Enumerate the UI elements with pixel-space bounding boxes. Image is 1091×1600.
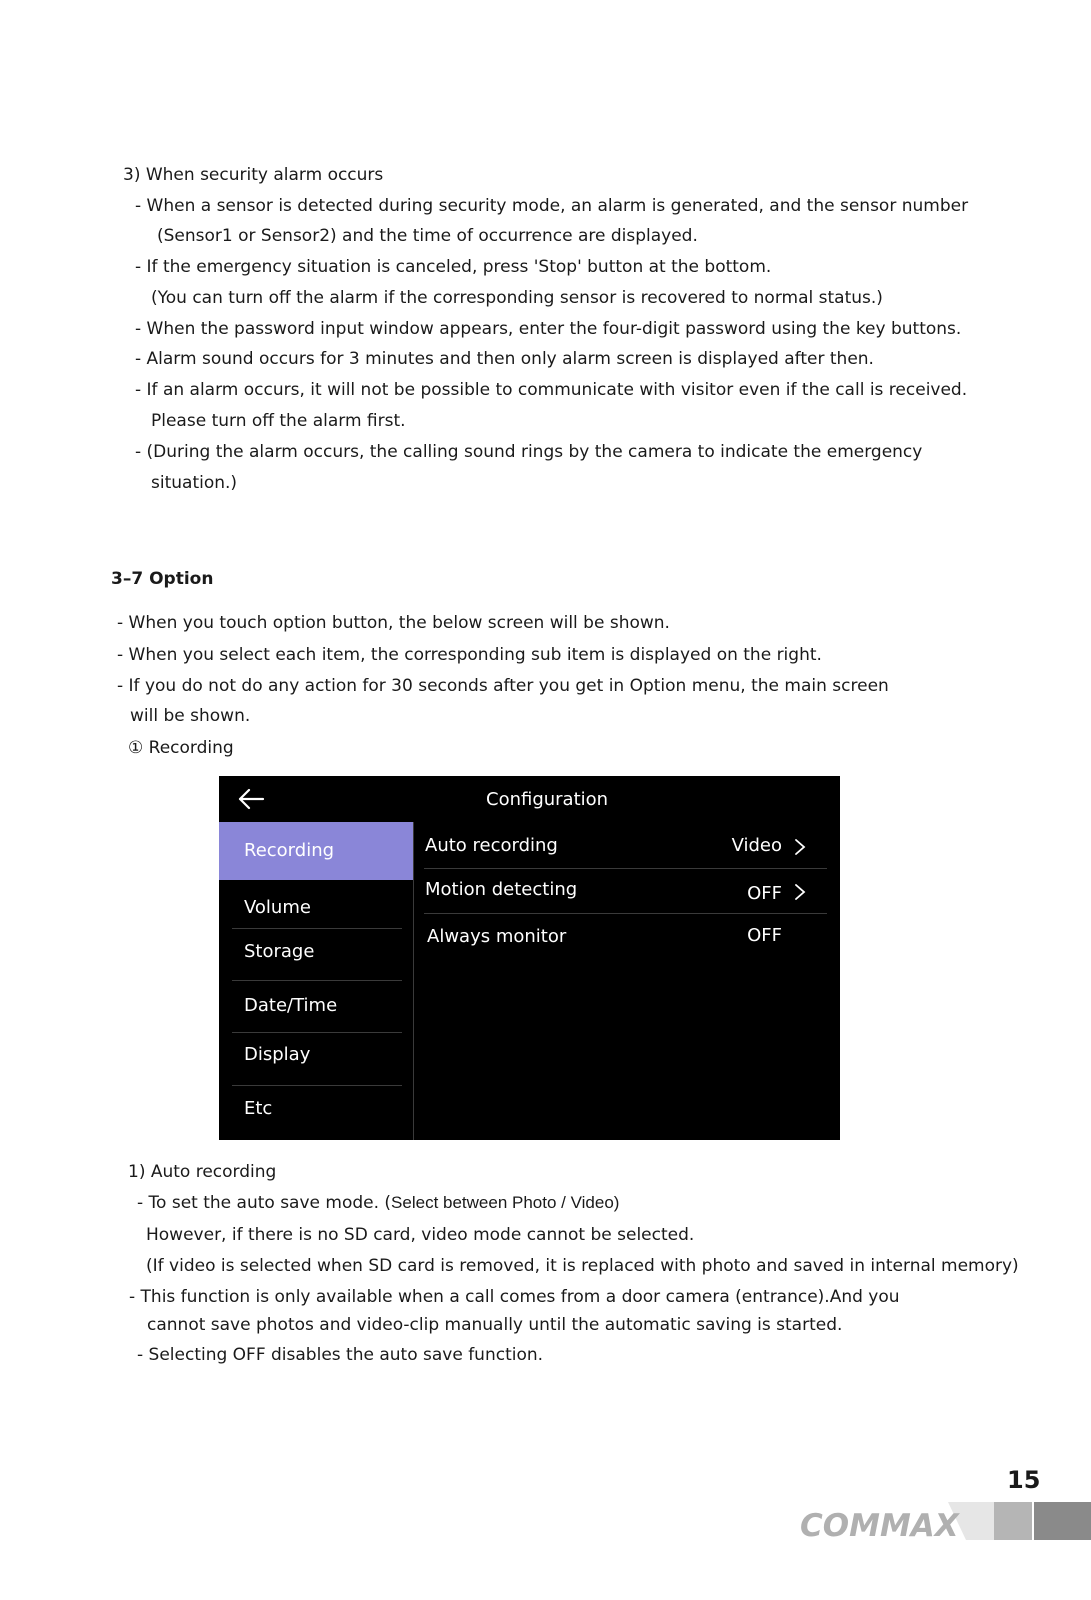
option-always-monitor[interactable]: [414, 914, 828, 958]
alarm-line-6: - Alarm sound occurs for 3 minutes and then only alarm screen is displayed after then.: [135, 349, 874, 369]
option-line-2: - When you select each item, the corresponding sub item is displayed on the right.: [117, 645, 822, 665]
option-label: Motion detecting: [425, 879, 578, 900]
alarm-line-4: (You can turn off the alarm if the corresponding sensor is recovered to normal status.): [151, 288, 883, 308]
auto-line-1-a: - To set the auto save mode. (: [137, 1193, 392, 1213]
option-motion-detecting[interactable]: [414, 869, 828, 913]
alarm-line-10: situation.): [151, 473, 238, 493]
menu-item-label: Date/Time: [244, 995, 338, 1016]
menu-item-label: Storage: [244, 941, 315, 962]
chevron-right-icon: [794, 838, 806, 856]
back-arrow-icon[interactable]: [237, 787, 265, 811]
alarm-line-2: (Sensor1 or Sensor2) and the time of occurrence are displayed.: [157, 226, 698, 246]
auto-line-1: [137, 1192, 619, 1214]
option-line-5: ① Recording: [128, 738, 234, 758]
alarm-line-8: Please turn off the alarm first.: [151, 411, 406, 431]
option-value: OFF: [747, 883, 782, 904]
page-number: 15: [1007, 1466, 1041, 1494]
auto-line-1-b: Select between Photo / Video): [391, 1193, 620, 1212]
menu-item-volume[interactable]: [219, 880, 413, 928]
alarm-line-5: - When the password input window appears, enter the four-digit password using the key buttons.: [135, 319, 962, 339]
logo-text: COMMAX: [800, 1508, 959, 1544]
menu-item-recording[interactable]: [219, 822, 413, 880]
menu-item-date-time[interactable]: [219, 981, 413, 1032]
menu-item-label: Display: [244, 1044, 311, 1065]
auto-line-4: - This function is only available when a call comes from a door camera (entrance).And you: [129, 1287, 900, 1307]
config-title: Configuration: [486, 789, 609, 810]
menu-item-display[interactable]: [219, 1033, 413, 1084]
config-topbar: [219, 776, 840, 822]
menu-item-etc[interactable]: [219, 1086, 413, 1140]
auto-line-2: However, if there is no SD card, video mode cannot be selected.: [146, 1225, 695, 1245]
option-label: Always monitor: [427, 926, 567, 947]
alarm-line-7: - If an alarm occurs, it will not be possible to communicate with visitor even if the call is received.: [135, 380, 968, 400]
menu-item-label: Etc: [244, 1098, 273, 1119]
auto-line-6: - Selecting OFF disables the auto save function.: [137, 1345, 544, 1365]
commax-logo: [798, 1502, 1091, 1544]
auto-line-5: cannot save photos and video-clip manually until the automatic saving is started.: [147, 1315, 843, 1335]
configuration-screenshot: [219, 776, 840, 1140]
option-heading: 3–7 Option: [111, 569, 214, 589]
alarm-line-3: - If the emergency situation is canceled, press 'Stop' button at the bottom.: [135, 257, 772, 277]
auto-line-3: (If video is selected when SD card is removed, it is replaced with photo and saved in internal memory): [146, 1256, 1019, 1276]
alarm-heading: 3) When security alarm occurs: [123, 165, 384, 185]
alarm-line-9: - (During the alarm occurs, the calling sound rings by the camera to indicate the emergency: [135, 442, 923, 462]
alarm-line-1: - When a sensor is detected during security mode, an alarm is generated, and the sensor number: [135, 196, 969, 216]
option-line-1: - When you touch option button, the below screen will be shown.: [117, 613, 670, 633]
chevron-right-icon: [794, 883, 806, 901]
option-value: Video: [731, 835, 782, 856]
menu-item-storage[interactable]: [219, 929, 413, 980]
option-line-4: will be shown.: [130, 706, 251, 726]
option-auto-recording[interactable]: [414, 822, 828, 868]
menu-item-label: Recording: [244, 840, 335, 861]
auto-heading: 1) Auto recording: [128, 1162, 277, 1182]
menu-item-label: Volume: [244, 897, 311, 918]
option-line-3: - If you do not do any action for 30 seconds after you get in Option menu, the main screen: [117, 676, 889, 696]
option-value: OFF: [747, 925, 782, 946]
option-label: Auto recording: [425, 835, 558, 856]
